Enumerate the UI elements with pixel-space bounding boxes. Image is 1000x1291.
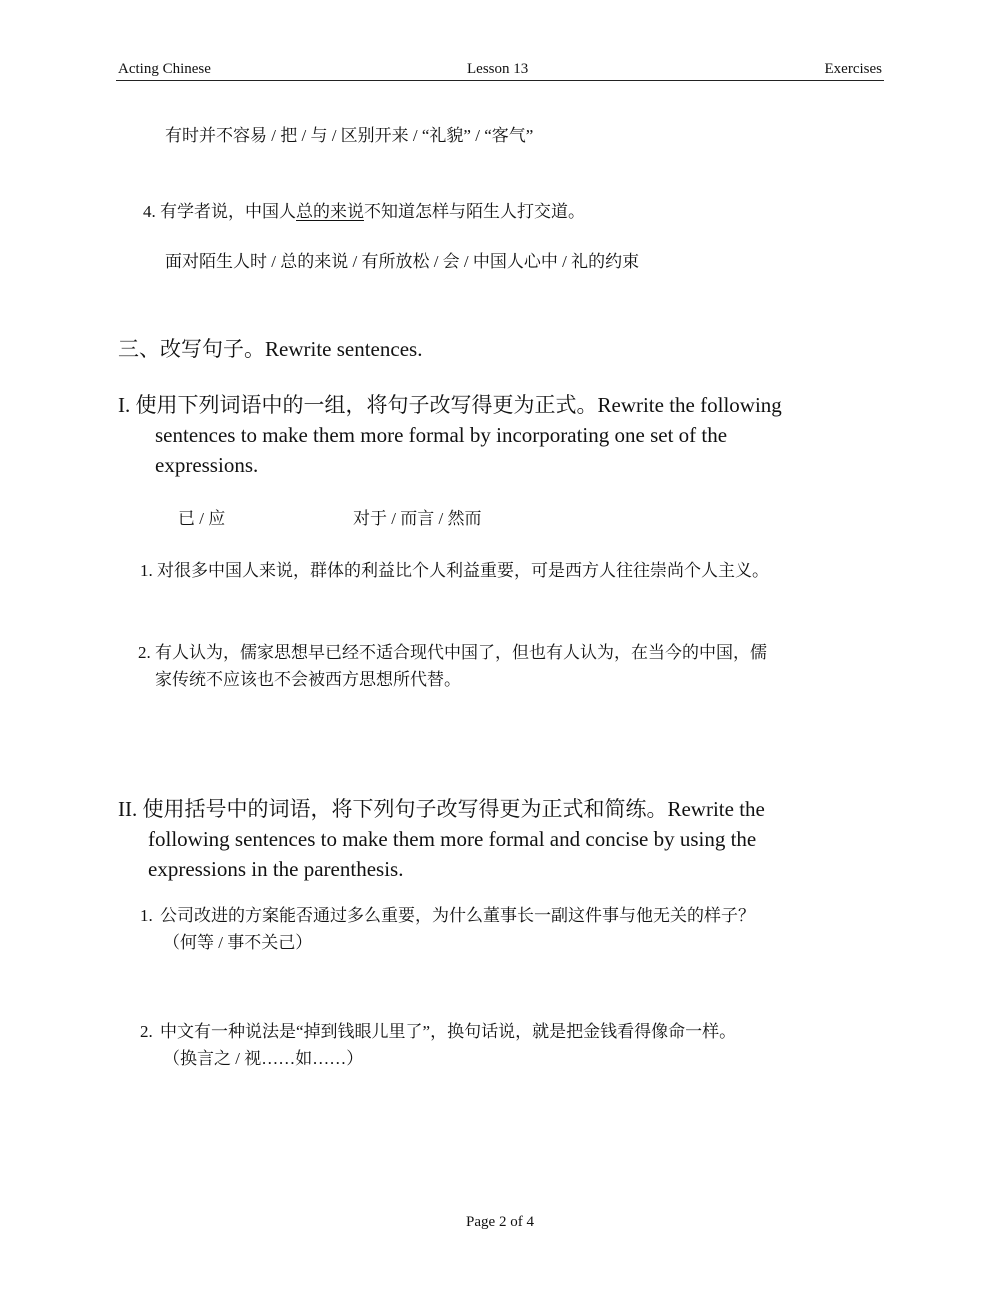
word-set-2: 对于 / 而言 / 然而	[353, 509, 482, 528]
item-4-word-list: 面对陌生人时 / 总的来说 / 有所放松 / 会 / 中国人心中 / 礼的约束	[165, 252, 640, 271]
part-2-item-2	[140, 1018, 736, 1072]
item-text-after: 不知道怎样与陌生人打交道。	[364, 202, 585, 221]
item-text-before: 有学者说，中国人	[160, 202, 296, 221]
part-1-heading-line: sentences to make them more formal by incorporating one set of the	[155, 423, 728, 447]
part-1-item-2	[138, 639, 767, 693]
part-2-heading-line: following sentences to make them more formal and concise by using the	[148, 827, 757, 851]
word-set-1: 已 / 应	[178, 509, 226, 528]
hint-words: （换言之 / 视……如……）	[163, 1049, 364, 1068]
part-2-item-1	[140, 902, 755, 956]
item-number: 2.	[140, 1022, 153, 1041]
item-text: 公司改进的方案能否通过多么重要，为什么董事长一副这件事与他无关的样子？	[160, 906, 755, 925]
carryover-word-list: 有时并不容易 / 把 / 与 / 区别开来 / “礼貌” / “客气”	[165, 126, 534, 145]
item-text: 对很多中国人来说，群体的利益比个人利益重要，可是西方人往往崇尚个人主义。	[157, 561, 769, 580]
underlined-phrase: 总的来说	[296, 202, 364, 221]
item-text-continued: 家传统不应该也不会被西方思想所代替。	[155, 670, 461, 689]
part-1-heading	[118, 390, 782, 480]
item-number: 1.	[140, 561, 153, 580]
part-1-heading-line: expressions.	[155, 453, 259, 477]
exercise-item-4	[143, 197, 585, 222]
hint-words: （何等 / 事不关己）	[163, 933, 313, 952]
part-2-heading-line: II. 使用括号中的词语，将下列句子改写得更为正式和简练。Rewrite the	[118, 797, 765, 821]
item-number: 2.	[138, 643, 151, 662]
part-2-heading-line: expressions in the parenthesis.	[148, 857, 404, 881]
header-lesson: Lesson 13	[467, 61, 529, 77]
part-1-heading-line: I. 使用下列词语中的一组，将句子改写得更为正式。Rewrite the following	[118, 393, 782, 417]
header-section: Exercises	[824, 61, 882, 77]
item-number: 1.	[140, 906, 153, 925]
section-title: 三、改写句子。Rewrite sentences.	[118, 337, 423, 361]
header-divider	[116, 80, 884, 81]
item-text: 有人认为，儒家思想早已经不适合现代中国了，但也有人认为，在当今的中国，儒	[155, 643, 767, 662]
part-2-heading	[118, 794, 765, 884]
part-1-item-1	[140, 556, 769, 581]
item-text: 中文有一种说法是“掉到钱眼儿里了”，换句话说，就是把金钱看得像命一样。	[160, 1022, 737, 1041]
item-number: 4.	[143, 202, 156, 221]
page-number: Page 2 of 4	[466, 1214, 534, 1230]
header-course-title: Acting Chinese	[118, 61, 211, 77]
